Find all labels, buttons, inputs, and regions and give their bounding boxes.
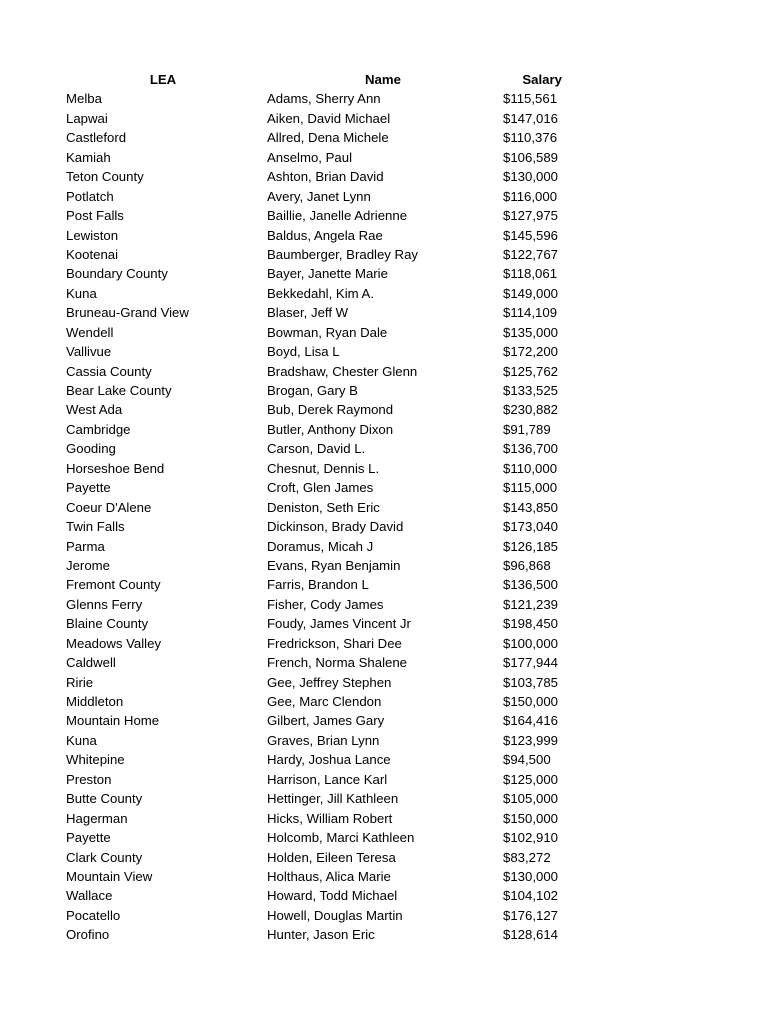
cell-salary: $164,416 bbox=[503, 713, 559, 729]
cell-lea: Gooding bbox=[66, 441, 116, 457]
cell-lea: Wallace bbox=[66, 888, 113, 904]
cell-lea: Potlatch bbox=[66, 188, 114, 204]
cell-lea: Kuna bbox=[66, 732, 97, 748]
cell-lea: Lapwai bbox=[66, 110, 108, 126]
table-row bbox=[0, 303, 768, 322]
table-row bbox=[0, 439, 768, 458]
cell-name: Gee, Jeffrey Stephen bbox=[267, 674, 392, 690]
cell-salary: $172,200 bbox=[503, 344, 559, 360]
cell-name: Holden, Eileen Teresa bbox=[267, 849, 396, 865]
cell-name: Ashton, Brian David bbox=[267, 169, 384, 185]
cell-lea: Ririe bbox=[66, 674, 94, 690]
cell-lea: Meadows Valley bbox=[66, 635, 162, 651]
cell-lea: Post Falls bbox=[66, 208, 124, 224]
cell-salary: $198,450 bbox=[503, 616, 559, 632]
table-row bbox=[0, 478, 768, 497]
cell-name: Croft, Glen James bbox=[267, 480, 374, 496]
table-row bbox=[0, 614, 768, 633]
cell-salary: $125,000 bbox=[503, 771, 559, 787]
cell-salary: $83,272 bbox=[503, 849, 551, 865]
cell-lea: West Ada bbox=[66, 402, 123, 418]
header-salary: Salary bbox=[522, 72, 562, 87]
cell-salary: $128,614 bbox=[503, 927, 559, 943]
cell-salary: $127,975 bbox=[503, 208, 559, 224]
cell-salary: $106,589 bbox=[503, 149, 559, 165]
cell-lea: Preston bbox=[66, 771, 112, 787]
cell-salary: $130,000 bbox=[503, 868, 559, 884]
table-row bbox=[0, 673, 768, 692]
cell-salary: $96,868 bbox=[503, 557, 551, 573]
table-row bbox=[0, 264, 768, 283]
table-row bbox=[0, 770, 768, 789]
cell-lea: Wendell bbox=[66, 324, 114, 340]
table-row bbox=[0, 187, 768, 206]
cell-lea: Caldwell bbox=[66, 655, 116, 671]
cell-lea: Melba bbox=[66, 91, 102, 107]
cell-lea: Castleford bbox=[66, 130, 127, 146]
cell-name: Evans, Ryan Benjamin bbox=[267, 557, 401, 573]
cell-name: Holthaus, Alica Marie bbox=[267, 868, 391, 884]
cell-salary: $94,500 bbox=[503, 752, 551, 768]
table-row bbox=[0, 634, 768, 653]
cell-lea: Clark County bbox=[66, 849, 143, 865]
cell-name: Gilbert, James Gary bbox=[267, 713, 385, 729]
cell-salary: $121,239 bbox=[503, 596, 559, 612]
cell-name: Foudy, James Vincent Jr bbox=[267, 616, 411, 632]
table-row bbox=[0, 886, 768, 905]
cell-salary: $104,102 bbox=[503, 888, 559, 904]
table-row bbox=[0, 848, 768, 867]
cell-name: Hicks, William Robert bbox=[267, 810, 393, 826]
cell-salary: $133,525 bbox=[503, 383, 559, 398]
table-row bbox=[0, 381, 768, 400]
table-row bbox=[0, 284, 768, 303]
cell-lea: Mountain View bbox=[66, 868, 153, 884]
cell-salary: $115,000 bbox=[503, 480, 558, 496]
table-row bbox=[0, 400, 768, 419]
cell-salary: $135,000 bbox=[503, 324, 559, 340]
cell-name: Carson, David L. bbox=[267, 441, 366, 457]
cell-name: Harrison, Lance Karl bbox=[267, 771, 388, 787]
header-name: Name bbox=[365, 72, 401, 87]
cell-name: Baumberger, Bradley Ray bbox=[267, 246, 418, 262]
cell-name: Adams, Sherry Ann bbox=[267, 91, 381, 107]
table-row bbox=[0, 128, 768, 147]
table-row bbox=[0, 323, 768, 342]
cell-name: Allred, Dena Michele bbox=[267, 130, 389, 146]
cell-salary: $176,127 bbox=[503, 907, 559, 923]
cell-name: Bowman, Ryan Dale bbox=[267, 324, 388, 340]
cell-lea: Parma bbox=[66, 538, 105, 554]
cell-name: Brogan, Gary B bbox=[267, 383, 358, 398]
salary-table bbox=[0, 70, 768, 945]
cell-name: Anselmo, Paul bbox=[267, 149, 353, 165]
table-row bbox=[0, 109, 768, 128]
cell-name: Fisher, Cody James bbox=[267, 596, 384, 612]
cell-lea: Twin Falls bbox=[66, 519, 125, 535]
cell-salary: $105,000 bbox=[503, 791, 559, 807]
table-row bbox=[0, 809, 768, 828]
cell-salary: $145,596 bbox=[503, 227, 559, 243]
header-lea: LEA bbox=[149, 72, 177, 87]
table-row bbox=[0, 789, 768, 808]
cell-salary: $149,000 bbox=[503, 285, 559, 301]
cell-name: Chesnut, Dennis L. bbox=[267, 460, 380, 476]
cell-name: Howell, Douglas Martin bbox=[267, 907, 403, 923]
cell-name: Bekkedahl, Kim A. bbox=[267, 285, 375, 301]
cell-lea: Kuna bbox=[66, 285, 97, 301]
cell-name: Holcomb, Marci Kathleen bbox=[267, 830, 415, 846]
cell-lea: Blaine County bbox=[66, 616, 149, 632]
table-row bbox=[0, 226, 768, 245]
cell-lea: Hagerman bbox=[66, 810, 128, 826]
cell-salary: $136,700 bbox=[503, 441, 559, 457]
table-row bbox=[0, 692, 768, 711]
cell-name: Dickinson, Brady David bbox=[267, 519, 404, 535]
cell-lea: Bear Lake County bbox=[66, 383, 172, 398]
cell-salary: $110,376 bbox=[503, 130, 558, 146]
cell-salary: $102,910 bbox=[503, 830, 559, 846]
cell-salary: $91,789 bbox=[503, 421, 551, 437]
cell-lea: Teton County bbox=[66, 169, 144, 185]
cell-salary: $126,185 bbox=[503, 538, 559, 554]
cell-name: Farris, Brandon L bbox=[267, 577, 369, 593]
table-row bbox=[0, 167, 768, 186]
table-row bbox=[0, 420, 768, 439]
cell-lea: Boundary County bbox=[66, 266, 168, 282]
cell-name: Bradshaw, Chester Glenn bbox=[267, 363, 418, 379]
cell-salary: $123,999 bbox=[503, 732, 559, 748]
table-row bbox=[0, 459, 768, 478]
table-row bbox=[0, 89, 768, 108]
cell-salary: $150,000 bbox=[503, 694, 559, 709]
table-body bbox=[0, 89, 768, 944]
cell-salary: $230,882 bbox=[503, 402, 559, 418]
cell-salary: $115,561 bbox=[503, 91, 558, 107]
table-row bbox=[0, 148, 768, 167]
table-row bbox=[0, 595, 768, 614]
cell-lea: Butte County bbox=[66, 791, 143, 807]
cell-salary: $173,040 bbox=[503, 519, 559, 535]
cell-lea: Pocatello bbox=[66, 907, 121, 923]
cell-lea: Horseshoe Bend bbox=[66, 460, 165, 476]
cell-lea: Middleton bbox=[66, 694, 124, 709]
cell-name: Graves, Brian Lynn bbox=[267, 732, 380, 748]
cell-lea: Lewiston bbox=[66, 227, 119, 243]
table-row bbox=[0, 517, 768, 536]
cell-lea: Fremont County bbox=[66, 577, 161, 593]
table-row bbox=[0, 498, 768, 517]
cell-lea: Orofino bbox=[66, 927, 110, 943]
table-row bbox=[0, 653, 768, 672]
cell-name: Gee, Marc Clendon bbox=[267, 694, 382, 709]
cell-salary: $150,000 bbox=[503, 810, 559, 826]
table-row bbox=[0, 731, 768, 750]
cell-salary: $100,000 bbox=[503, 635, 559, 651]
cell-name: Hardy, Joshua Lance bbox=[267, 752, 391, 768]
table-row bbox=[0, 750, 768, 769]
table-row bbox=[0, 362, 768, 381]
cell-name: Bayer, Janette Marie bbox=[267, 266, 388, 282]
table-row bbox=[0, 245, 768, 264]
cell-name: Fredrickson, Shari Dee bbox=[267, 635, 402, 651]
table-row bbox=[0, 206, 768, 225]
cell-name: Hettinger, Jill Kathleen bbox=[267, 791, 399, 807]
cell-salary: $177,944 bbox=[503, 655, 559, 671]
cell-salary: $136,500 bbox=[503, 577, 559, 593]
cell-name: Hunter, Jason Eric bbox=[267, 927, 375, 943]
cell-salary: $130,000 bbox=[503, 169, 559, 185]
cell-lea: Payette bbox=[66, 480, 111, 496]
cell-salary: $116,000 bbox=[503, 188, 558, 204]
table-row bbox=[0, 906, 768, 925]
cell-lea: Jerome bbox=[66, 557, 110, 573]
cell-lea: Coeur D'Alene bbox=[66, 499, 152, 515]
cell-salary: $103,785 bbox=[503, 674, 559, 690]
cell-salary: $122,767 bbox=[503, 246, 559, 262]
table-row bbox=[0, 925, 768, 944]
cell-lea: Kamiah bbox=[66, 149, 111, 165]
table-row bbox=[0, 556, 768, 575]
cell-lea: Payette bbox=[66, 830, 111, 846]
cell-salary: $118,061 bbox=[503, 266, 558, 282]
table-row bbox=[0, 537, 768, 556]
cell-lea: Whitepine bbox=[66, 752, 125, 768]
cell-name: Blaser, Jeff W bbox=[267, 305, 349, 321]
cell-salary: $125,762 bbox=[503, 363, 559, 379]
cell-name: Howard, Todd Michael bbox=[267, 888, 398, 904]
cell-salary: $114,109 bbox=[503, 305, 558, 321]
cell-name: French, Norma Shalene bbox=[267, 655, 408, 671]
cell-lea: Kootenai bbox=[66, 246, 119, 262]
cell-name: Deniston, Seth Eric bbox=[267, 499, 380, 515]
table-row bbox=[0, 342, 768, 361]
cell-name: Baldus, Angela Rae bbox=[267, 227, 383, 243]
table-header-row bbox=[0, 70, 768, 89]
cell-salary: $147,016 bbox=[503, 110, 559, 126]
table-row bbox=[0, 711, 768, 730]
table-row bbox=[0, 828, 768, 847]
cell-name: Doramus, Micah J bbox=[267, 538, 374, 554]
cell-lea: Bruneau-Grand View bbox=[66, 305, 189, 321]
cell-name: Butler, Anthony Dixon bbox=[267, 421, 394, 437]
table-row bbox=[0, 575, 768, 594]
cell-lea: Vallivue bbox=[66, 344, 112, 360]
cell-lea: Cambridge bbox=[66, 421, 131, 437]
cell-lea: Mountain Home bbox=[66, 713, 160, 729]
cell-salary: $143,850 bbox=[503, 499, 559, 515]
cell-lea: Glenns Ferry bbox=[66, 596, 143, 612]
cell-lea: Cassia County bbox=[66, 363, 152, 379]
cell-salary: $110,000 bbox=[503, 460, 558, 476]
cell-name: Aiken, David Michael bbox=[267, 110, 391, 126]
cell-name: Avery, Janet Lynn bbox=[267, 188, 371, 204]
cell-name: Boyd, Lisa L bbox=[267, 344, 340, 360]
cell-name: Baillie, Janelle Adrienne bbox=[267, 208, 408, 224]
cell-name: Bub, Derek Raymond bbox=[267, 402, 394, 418]
table-row bbox=[0, 867, 768, 886]
